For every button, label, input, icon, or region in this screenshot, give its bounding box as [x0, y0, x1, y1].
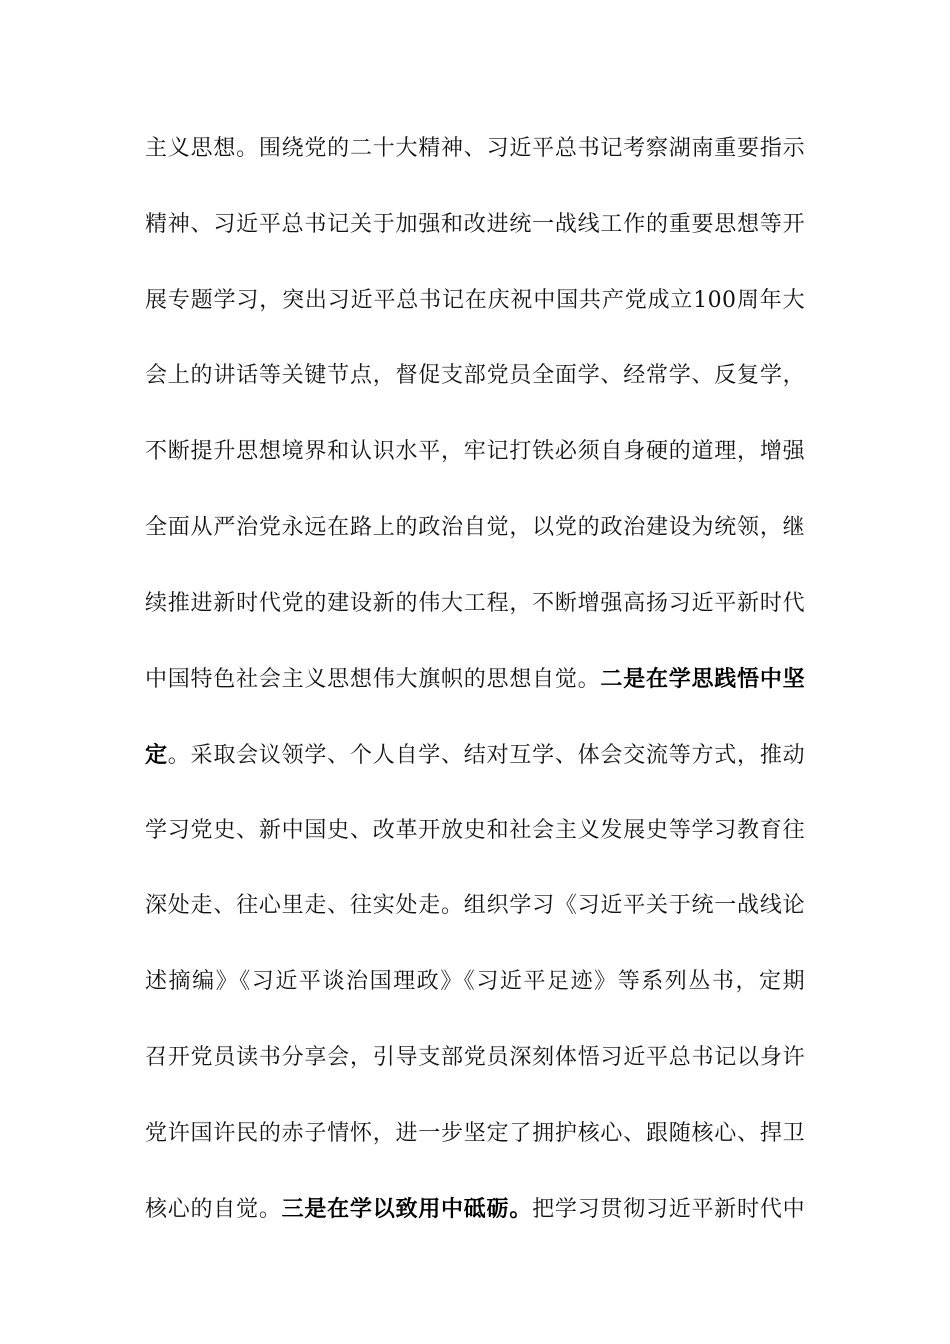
text-run: 会上的讲话等关键节点，督促支部党员全面学、经常学、反复学，: [145, 363, 805, 388]
text-line: [145, 1041, 805, 1075]
text-line: [145, 814, 805, 848]
text-run: 党许国许民的赤子情怀，进一步坚定了拥护核心、跟随核心、捍卫: [145, 1121, 805, 1146]
text-line: [145, 889, 805, 923]
bold-heading-run: 定: [145, 742, 168, 768]
text-line: [145, 359, 805, 393]
text-line: [145, 965, 805, 999]
text-line: [145, 435, 805, 469]
text-line: [145, 511, 805, 545]
text-run: 展专题学习，突出习近平总书记在庆祝中国共产党成立100周年大: [145, 288, 805, 313]
bold-heading-run: 三是在学以致用中砥砺。: [281, 1196, 533, 1222]
text-run: 主义思想。围绕党的二十大精神、习近平总书记考察湖南重要指示: [145, 136, 805, 161]
text-run: 学习党史、新中国史、改革开放史和社会主义发展史等学习教育往: [145, 818, 805, 843]
text-line: [145, 132, 805, 166]
text-run: 核心的自觉。: [145, 1197, 282, 1222]
text-run: 续推进新时代党的建设新的伟大工程，不断增强高扬习近平新时代: [145, 591, 805, 616]
text-run: 把学习贯彻习近平新时代中: [532, 1197, 805, 1222]
text-line: [145, 1117, 805, 1151]
text-run: 全面从严治党永远在路上的政治自觉，以党的政治建设为统领，继: [145, 515, 805, 540]
text-line: [145, 208, 805, 242]
text-run: 深处走、往心里走、往实处走。组织学习《习近平关于统一战线论: [145, 893, 805, 918]
text-line: [145, 587, 805, 621]
text-run: 召开党员读书分享会，引导支部党员深刻体悟习近平总书记以身许: [145, 1045, 805, 1070]
text-run: 精神、习近平总书记关于加强和改进统一战线工作的重要思想等开: [145, 212, 805, 237]
text-line: [145, 738, 805, 772]
text-run: 。采取会议领学、个人自学、结对互学、体会交流等方式，推动: [167, 743, 806, 768]
bold-heading-run: 二是在学思践悟中坚: [600, 666, 805, 692]
text-run: 述摘编》《习近平谈治国理政》《习近平足迹》等系列丛书，定期: [145, 969, 805, 994]
text-run: 不断提升思想境界和认识水平，牢记打铁必须自身硬的道理，增强: [145, 439, 805, 464]
text-line: [145, 1192, 805, 1226]
text-line: [145, 662, 805, 696]
text-run: 中国特色社会主义思想伟大旗帜的思想自觉。: [145, 667, 601, 692]
text-line: [145, 284, 805, 318]
